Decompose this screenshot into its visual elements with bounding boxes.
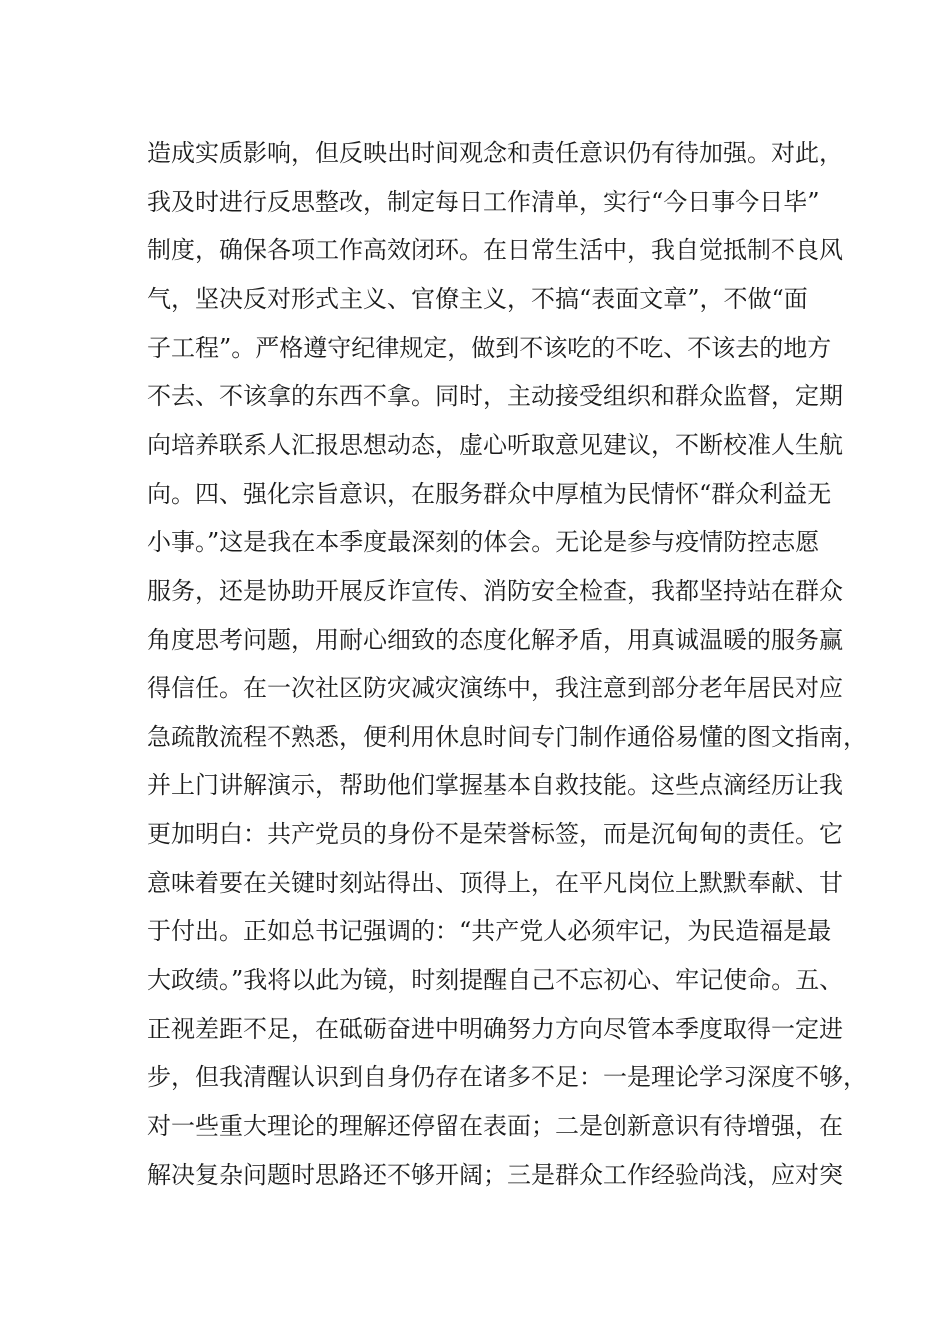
text-line: 小事。”这是我在本季度最深刻的体会。无论是参与疫情防控志愿	[147, 528, 820, 557]
text-line: 向。四、强化宗旨意识，在服务群众中厚植为民情怀“群众利益无	[147, 479, 832, 508]
text-line: 意味着要在关键时刻站得出、顶得上，在平凡岗位上默默奉献、甘	[147, 868, 843, 897]
text-line: 服务，还是协助开展反诈宣传、消防安全检查，我都坚持站在群众	[147, 576, 843, 605]
text-line: 角度思考问题，用耐心细致的态度化解矛盾，用真诚温暖的服务赢	[147, 625, 843, 654]
text-line: 不去、不该拿的东西不拿。同时，主动接受组织和群众监督，定期	[147, 382, 843, 411]
text-line: 气，坚决反对形式主义、官僚主义，不搞“表面文章”，不做“面	[147, 284, 808, 313]
text-line: 更加明白：共产党员的身份不是荣誉标签，而是沉甸甸的责任。它	[147, 820, 843, 849]
text-line: 于付出。正如总书记强调的：“共产党人必须牢记，为民造福是最	[147, 917, 832, 946]
text-line: 造成实质影响，但反映出时间观念和责任意识仍有待加强。对此，	[147, 139, 843, 167]
text-line: 步，但我清醒认识到自身仍存在诸多不足：一是理论学习深度不够，	[147, 1063, 867, 1092]
text-line: 正视差距不足，在砥砺奋进中明确努力方向尽管本季度取得一定进	[147, 1014, 843, 1043]
text-line: 大政绩。”我将以此为镜，时刻提醒自己不忘初心、牢记使命。五、	[147, 966, 844, 995]
text-line: 向培养联系人汇报思想动态，虚心听取意见建议，不断校准人生航	[147, 430, 843, 459]
text-line: 对一些重大理论的理解还停留在表面；二是创新意识有待增强，在	[147, 1112, 843, 1140]
text-line: 我及时进行反思整改，制定每日工作清单，实行“今日事今日毕”	[147, 187, 820, 216]
text-line: 制度，确保各项工作高效闭环。在日常生活中，我自觉抵制不良风	[147, 236, 843, 265]
text-line: 急疏散流程不熟悉，便利用休息时间专门制作通俗易懂的图文指南，	[147, 722, 867, 751]
text-line: 得信任。在一次社区防灾减灾演练中，我注意到部分老年居民对应	[147, 674, 843, 703]
text-line: 并上门讲解演示，帮助他们掌握基本自救技能。这些点滴经历让我	[147, 771, 843, 800]
text-line: 子工程”。严格遵守纪律规定，做到不该吃的不吃、不该去的地方	[147, 333, 832, 362]
text-line: 解决复杂问题时思路还不够开阔；三是群众工作经验尚浅，应对突	[147, 1160, 843, 1189]
